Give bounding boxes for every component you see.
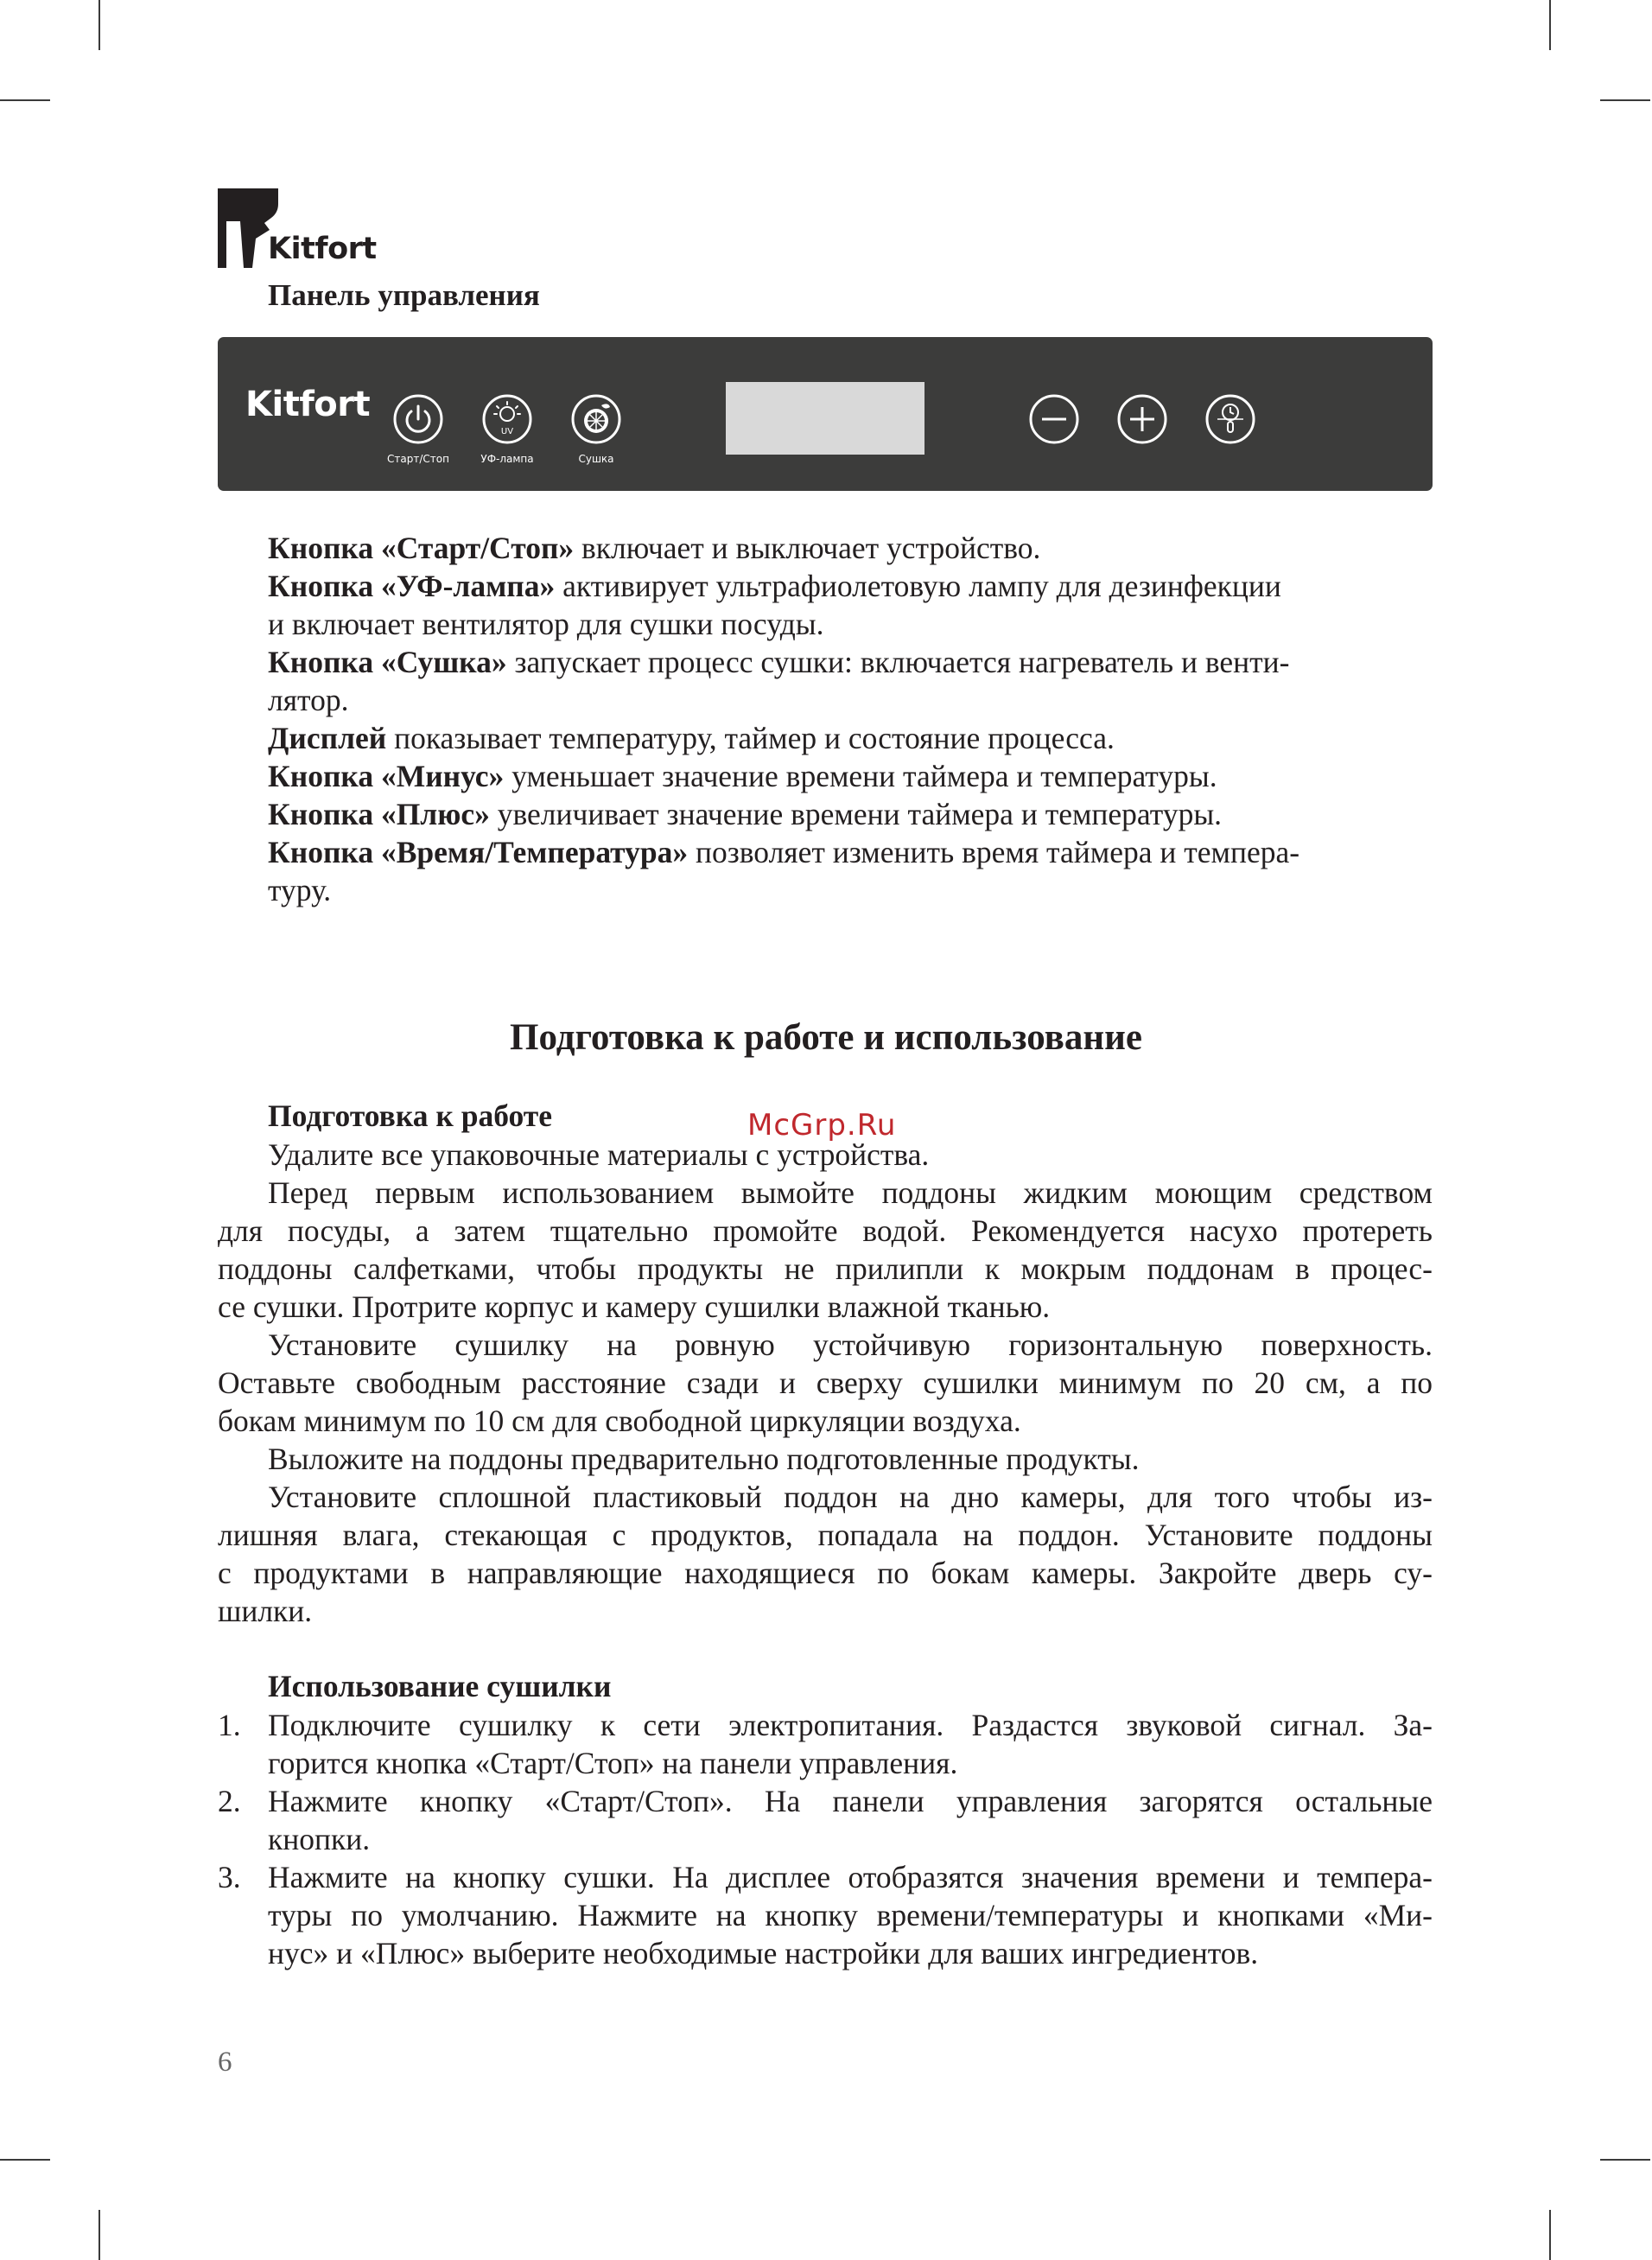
description-line: Кнопка «Минус» уменьшает значение времени таймера и температуры. [268,759,1217,793]
description-line: Кнопка «Сушка» запускает процесс сушки: включается нагреватель и венти- [268,645,1290,679]
panel-display [726,382,924,455]
paragraph-line: Удалите все упаковочные материалы с устройства. [268,1137,930,1172]
list-item-line: нус» и «Плюс» выберите необходимые настройки для ваших ингредиентов. [268,1936,1259,1970]
svg-text:UV: UV [500,427,514,436]
start-stop-label: Старт/Стоп [387,453,449,465]
description-line: Дисплей показывает температуру, таймер и состояние процесса. [268,721,1115,755]
minus-button [1028,393,1080,445]
power-icon [392,393,444,445]
paragraph-line: для посуды, а затем тщательно промойте водой. Рекомендуется насухо протереть [218,1213,1433,1248]
paragraph-line: шилки. [218,1594,313,1628]
list-item-line: Нажмите кнопку «Старт/Стоп». На панели управления загорятся остальные [268,1784,1433,1818]
list-item-line: Нажмите на кнопку сушки. На дисплее отобразятся значения времени и темпера- [268,1860,1433,1894]
page-number: 6 [218,2047,232,2078]
list-item-line: Подключите сушилку к сети электропитания. Раздастся звуковой сигнал. За- [268,1708,1433,1742]
crop-mark [1600,2159,1650,2161]
watermark: McGrp.Ru [747,1108,897,1143]
start-stop-button [392,393,444,445]
list-item-line: кнопки. [268,1822,371,1856]
list-number: 1. [218,1708,241,1742]
description-line: Кнопка «Старт/Стоп» включает и выключает устройство. [268,531,1041,565]
plus-icon [1116,393,1168,445]
paragraph-line: бокам минимум по 10 см для свободной циркуляции воздуха. [218,1404,1021,1438]
paragraph-line: Оставьте свободным расстояние сзади и сверху сушилки минимум по 20 см, а по [218,1366,1433,1400]
crop-mark [1549,0,1551,50]
paragraph-line: се сушки. Протрите корпус и камеру сушилки влажной тканью. [218,1289,1051,1324]
panel-logo: Kitfort [245,385,371,424]
control-panel-illustration [218,337,1433,491]
description-line: и включает вентилятор для сушки посуды. [268,607,824,641]
plus-button [1116,393,1168,445]
crop-mark [0,99,50,101]
description-line: Кнопка «Время/Температура» позволяет изменить время таймера и темпера- [268,835,1300,869]
paragraph-line: Перед первым использованием вымойте поддоны жидким моющим средством [268,1175,1433,1210]
description-line: Кнопка «Плюс» увеличивает значение времени таймера и температуры. [268,797,1223,831]
list-item-line: горится кнопка «Старт/Стоп» на панели управления. [268,1746,958,1780]
panel-title: Панель управления [268,278,540,312]
brand-logo [218,188,391,268]
crop-mark [1549,2210,1551,2260]
minus-icon [1028,393,1080,445]
uv-lamp-icon [481,393,533,445]
paragraph-line: поддоны салфетками, чтобы продукты не прилипли к мокрым поддонам в процес- [218,1251,1433,1286]
list-item-line: туры по умолчанию. Нажмите на кнопку времени/температуры и кнопками «Ми- [268,1898,1433,1932]
clock-thermometer-icon [1204,393,1256,445]
crop-mark [1600,99,1650,101]
crop-mark [98,2210,100,2260]
list-number: 2. [218,1784,241,1818]
usage-heading: Использование сушилки [268,1669,612,1703]
dry-label: Сушка [578,453,614,465]
list-number: 3. [218,1860,241,1894]
crop-mark [98,0,100,50]
crop-mark [0,2159,50,2161]
description-line: Кнопка «УФ-лампа» активирует ультрафиолетовую лампу для дезинфекции [268,569,1281,603]
paragraph-line: лишняя влага, стекающая с продуктов, попадала на поддон. Установите поддоны [218,1518,1433,1552]
paragraph-line: Установите сушилку на ровную устойчивую горизонтальную поверхность. [268,1327,1433,1362]
fruit-dry-icon [570,393,622,445]
paragraph-line: с продуктами в направляющие находящиеся по бокам камеры. Закройте дверь су- [218,1556,1433,1590]
time-temperature-button [1204,393,1256,445]
preparation-heading: Подготовка к работе [268,1098,552,1133]
paragraph-line: Установите сплошной пластиковый поддон на дно камеры, для того чтобы из- [268,1480,1433,1514]
description-line: туру. [268,873,332,907]
description-line: лятор. [268,683,349,717]
dry-button [570,393,622,445]
brand-name: Kitfort [268,232,377,266]
uv-lamp-button [481,393,533,445]
uv-lamp-label: УФ-лампа [480,453,534,465]
paragraph-line: Выложите на поддоны предварительно подготовленные продукты. [268,1442,1140,1476]
section-title: Подготовка к работе и использование [510,1017,1142,1058]
